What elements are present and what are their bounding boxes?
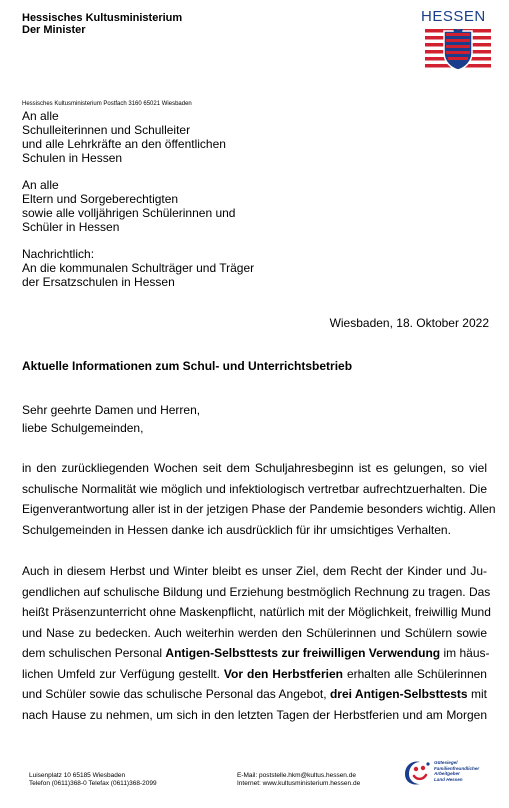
footer-email: E-Mail: poststelle.hkm@kultus.hessen.de (237, 772, 356, 779)
recipient-line: Schüler in Hessen (22, 220, 120, 234)
text-run: lichen Umfeld zur Verfügung gestellt. (22, 666, 224, 681)
paragraph-line: Auch in diesem Herbst und Winter bleibt es unser Ziel, dem Recht der Kinder und Ju- (22, 564, 487, 578)
badge-label-line: Gütesiegel (434, 760, 458, 765)
salutation-line: liebe Schulgemeinden, (22, 421, 144, 435)
hessen-coat-of-arms-icon (425, 29, 491, 71)
recipient-line: Nachrichtlich: (22, 247, 95, 261)
badge-label (434, 760, 479, 782)
body-paragraph-2 (22, 561, 491, 725)
recipient-line: Schulen in Hessen (22, 151, 123, 165)
recipient-line: und alle Lehrkräfte an den öffentlichen (22, 137, 226, 151)
footer-phone-line: Telefon (0611)368-0 Telefax (0611)368-2099 (29, 780, 157, 787)
footer-address (29, 772, 157, 788)
recipient-block-parents (22, 178, 235, 234)
recipient-block-schools (22, 109, 226, 165)
recipient-line: Schulleiterinnen und Schulleiter (22, 123, 191, 137)
letter-date: Wiesbaden, 18. Oktober 2022 (329, 316, 489, 330)
minister-title: Der Minister (22, 24, 86, 36)
bold-text-run: drei Antigen-Selbsttests (329, 687, 468, 701)
paragraph-line: in den zurückliegenden Wochen seit dem Schuljahresbeginn ist es gelungen, so viel (22, 461, 487, 475)
letter-subject: Aktuelle Informationen zum Schul- und Unterrichtsbetrieb (22, 359, 353, 373)
paragraph-line: gendlichen auf schulische Bildung und Erziehung bestmöglich Rechnung zu tragen. Das (22, 584, 491, 599)
recipient-block-cc (22, 247, 254, 289)
paragraph-line: nach Hause zu nehmen, um sich in den letzten Tagen der Herbstferien und am Morgen (22, 707, 487, 722)
recipient-line: An die kommunalen Schulträger und Träger (22, 261, 255, 275)
ministry-name: Hessisches Kultusministerium (22, 12, 183, 24)
bold-text-run: Vor den Herbstferien (223, 666, 343, 681)
paragraph-line: Eigenverantwortung aller ist in der jetzigen Phase der Pandemie besonders wichtig. Allen (22, 502, 496, 516)
text-run: dem schulischen Personal (22, 646, 166, 660)
paragraph-line (22, 643, 490, 664)
family-friendly-employer-badge-icon (402, 758, 432, 786)
footer-internet: Internet: www.kultusministerium.hessen.de (237, 780, 361, 787)
badge-label-line: Land Hessen (434, 776, 463, 782)
salutation (22, 401, 200, 437)
recipient-line: An alle (22, 178, 59, 192)
recipient-line: sowie alle volljährigen Schülerinnen und (22, 206, 236, 220)
hessen-wordmark: HESSEN (421, 8, 486, 25)
paragraph-line (22, 664, 487, 685)
footer-contact (237, 772, 360, 788)
paragraph-line: heißt Präsenzunterricht ohne Maskenpflicht, natürlich mit der Möglichkeit, freiwillig Mund (22, 605, 491, 619)
recipient-line: An alle (22, 109, 59, 123)
body-paragraph-1 (22, 458, 496, 540)
return-address: Hessisches Kultusministerium Postfach 3160 65021 Wiesbaden (22, 101, 192, 107)
recipient-line: der Ersatzschulen in Hessen (22, 275, 175, 289)
paragraph-line (22, 684, 487, 705)
text-run: und Schüler sowie das schulische Personal das Angebot, (22, 687, 330, 701)
paragraph-line: und Nase zu bedecken. Auch weiterhin werden den Schülerinnen und Schülern sowie (22, 625, 487, 640)
bold-text-run: Antigen-Selbsttests zur freiwilligen Verwendung (165, 646, 441, 660)
text-run: erhalten alle Schülerinnen (342, 666, 487, 681)
salutation-line: Sehr geehrte Damen und Herren, (22, 403, 201, 417)
badge-label-line: Familienfreundlicher (434, 765, 480, 771)
paragraph-line: Schulgemeinden in Hessen danke ich ausdrücklich für ihr umsichtiges Verhalten. (22, 522, 451, 537)
footer-address-line: Luisenplatz 10 65185 Wiesbaden (29, 772, 126, 779)
badge-label-line: Arbeitgeber (434, 771, 460, 777)
recipient-line: Eltern und Sorgeberechtigten (22, 192, 179, 206)
sender-block (22, 12, 182, 36)
text-run: im häus- (440, 646, 490, 660)
paragraph-line: schulische Normalität wie möglich und infektiologisch vertretbar aufrechtzuerhalten. Die (22, 481, 487, 496)
text-run: mit (467, 687, 487, 701)
